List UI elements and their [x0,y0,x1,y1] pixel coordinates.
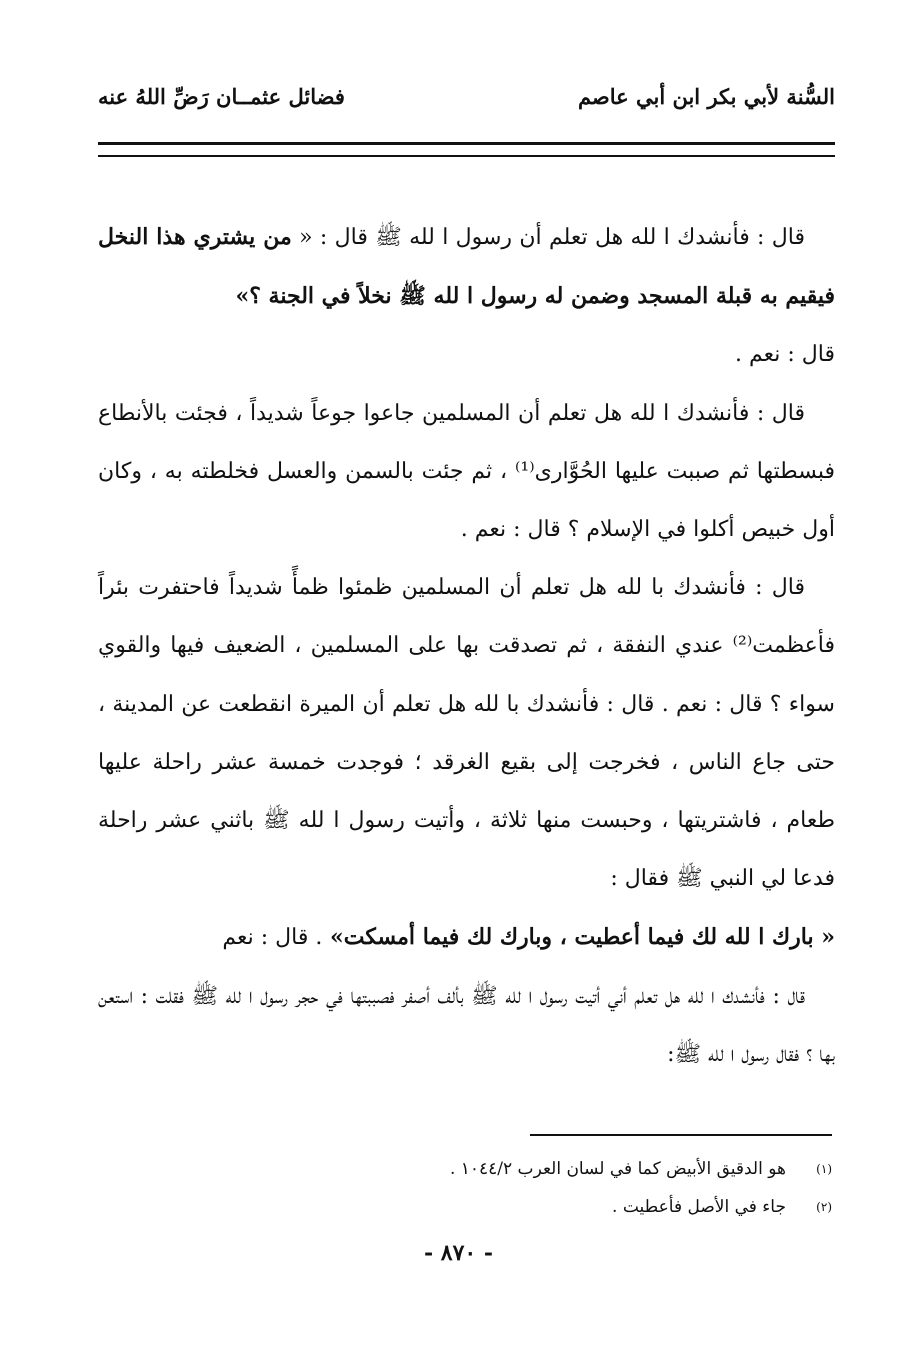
footnote-rule [530,1134,832,1136]
footnote-number: (٢) [816,1200,832,1214]
paragraph-2: قال : فأنشدك ا لله هل تعلم أن المسلمين جاعوا جوعاً شديداً ، فجئت بالأنطاع فبسطتها ثم صببت عليها الحُوَّارى⁽¹⁾ ، ثم جئت بالسمن والعسل فخلطته به ، وكان أول خبيص أكلوا في الإسلام ؟ قال : نعم . [98,400,836,543]
header-chapter-title: فضائل عثمــان رَضِّ اللهُ عنه [98,83,345,109]
hadith-quote-1: من يشتري هذا النخل فيقيم به قبلة المسجد وضمن له رسول ا لله ﷺ نخلاً في الجنة ؟» [98,224,835,310]
paragraph-4 [98,908,835,967]
page-number: - ٨٧٠ - [423,1240,494,1266]
paragraph-1-answer: قال : نعم . [735,342,835,368]
header-book-title: السُّنة لأبي بكر ابن أبي عاصم [577,83,835,109]
main-text [98,208,835,1084]
footnote-number: (١) [816,1162,832,1176]
hadith-quote-2: « بارك ا لله لك فيما أعطيت ، وبارك لك فيما أمسكت» [322,924,835,951]
footnote-1 [330,1150,832,1188]
paragraph-1-intro: قال : فأنشدك ا لله هل تعلم أن رسول ا لله ﷺ قال : « [291,225,805,250]
footnote-text: هو الدقيق الأبيض كما في لسان العرب ١٠٤٤/٢ . [449,1159,786,1179]
footnotes [330,1150,832,1226]
paragraph-5: قال : فأنشدك ا لله هل تعلم أني أتيت رسول ا لله ﷺ بألف أصفر فصببتها في حجر رسول ا لله ﷺ فقلت : استعن بها ؟ فقال رسول ا لله ﷺ: [98,983,835,1067]
paragraph-4-answer: . قال : نعم [222,925,323,951]
running-header [98,74,835,118]
paragraph-1 [98,208,835,326]
header-rule-thin [98,155,835,157]
footnote-text: جاء في الأصل فأعطيت . [612,1197,786,1217]
paragraph-3: قال : فأنشدك با لله هل تعلم أن المسلمين ظمئوا ظمأً شديداً فاحتفرت بئراً فأعظمت⁽²⁾ عندي النفقة ، ثم تصدقت بها على المسلمين ، الضعيف فيها والقوي سواء ؟ قال : نعم . قال : فأنشدك با لله هل تعلم أن الميرة انقطعت عن المدينة ، حتى جاع الناس ، فخرجت إلى بقيع الغرقد ؛ فوجدت خمسة عشر راحلة عليها طعام ، فاشتريتها ، وحبست منها ثلاثة ، وأتيت رسول ا لله ﷺ باثني عشر راحلة فدعا لي النبي ﷺ فقال : [98,575,835,892]
header-rule-thick [98,142,835,145]
footnote-2 [330,1188,832,1226]
